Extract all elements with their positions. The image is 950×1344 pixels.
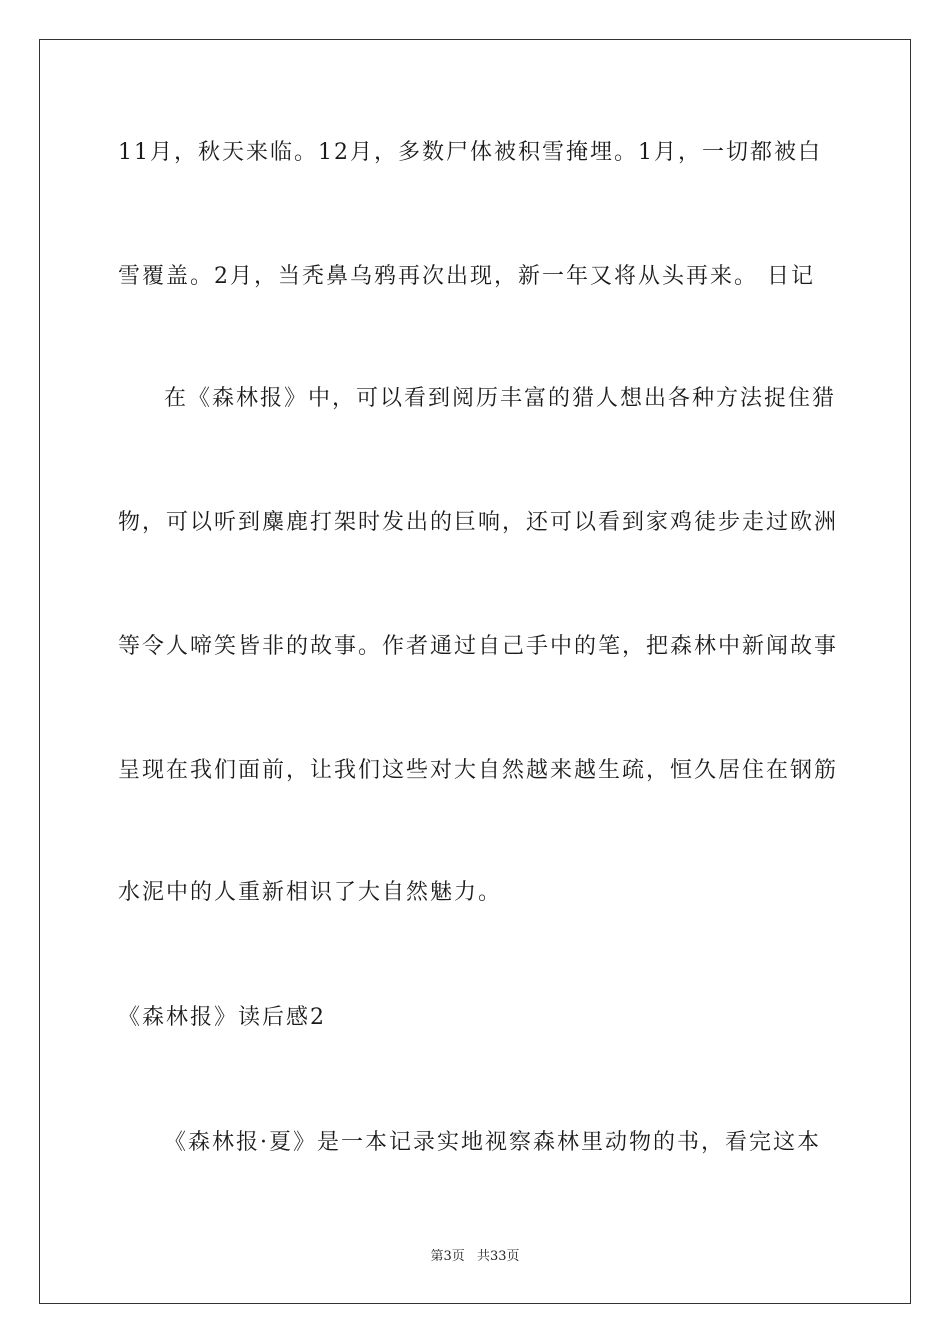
body-text-line: 物，可以听到麋鹿打架时发出的巨响，还可以看到家鸡徒步走过欧洲 [118,510,839,535]
paragraph-first-line: 《森林报·夏》是一本记录实地视察森林里动物的书，看完这本 [164,1130,821,1155]
body-text-line: 等令人啼笑皆非的故事。作者通过自己手中的笔，把森林中新闻故事 [118,634,839,659]
body-text-line: 水泥中的人重新相识了大自然魅力。 [118,880,503,905]
body-text-line: 雪覆盖。2月，当秃鼻乌鸦再次出现，新一年又将从头再来。 日记 [118,264,815,289]
section-heading: 《森林报》读后感2 [118,1005,326,1030]
page-border [39,39,911,1304]
page-number: 第3页 [430,1249,465,1264]
body-text-line: 11月，秋天来临。12月，多数尸体被积雪掩埋。1月，一切都被白 [118,140,822,165]
paragraph-first-line: 在《森林报》中，可以看到阅历丰富的猎人想出各种方法捉住猎 [164,386,837,411]
page-total: 共33页 [476,1249,520,1264]
body-text-line: 呈现在我们面前，让我们这些对大自然越来越生疏，恒久居住在钢筋 [118,758,839,783]
page-footer [0,1248,950,1266]
